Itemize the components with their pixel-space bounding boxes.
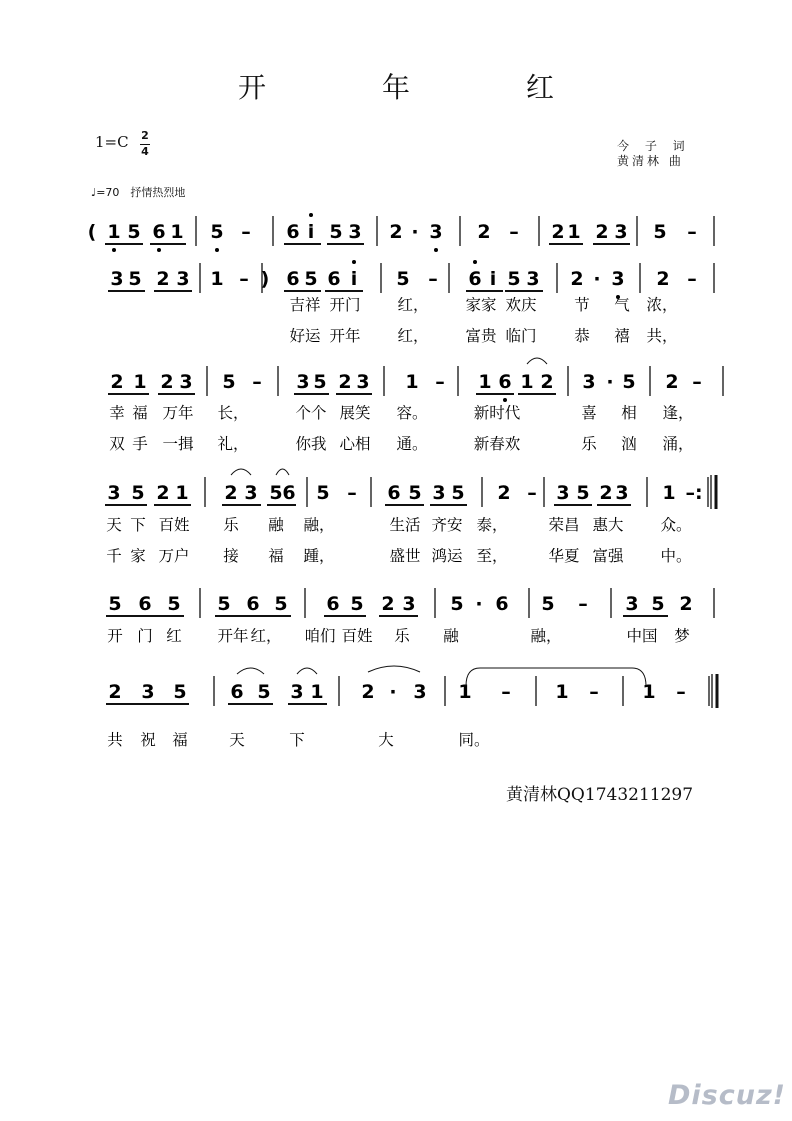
note: – (435, 371, 445, 393)
note: – (239, 268, 249, 290)
lyric-text: 家家 (465, 296, 497, 314)
octave-dot (309, 213, 313, 217)
lyric-text: 同。 (458, 731, 490, 749)
lyric-text: 天 (229, 731, 245, 749)
note: – (428, 268, 438, 290)
note: 1 (567, 221, 581, 243)
note: 3 (290, 681, 304, 703)
lyric-text: 一揖 (162, 435, 194, 453)
lyric-text: 开年 (329, 327, 361, 345)
note: – (589, 681, 599, 703)
lyric-text: 开 (107, 627, 123, 645)
lyric-text: 万户 (158, 547, 190, 565)
note: 2 (570, 268, 584, 290)
note: – (347, 482, 357, 504)
note: 6 (246, 593, 260, 615)
lyric-text: 手 (132, 435, 148, 453)
lyric-text: 至， (476, 547, 508, 565)
key-signature: 1=C (95, 133, 129, 151)
lyric-text: 千 (106, 547, 122, 565)
note: –: (685, 482, 703, 504)
lyric-text: 浓， (646, 296, 678, 314)
note: 1 (478, 371, 492, 393)
note: 3 (402, 593, 416, 615)
tempo-marking: ♩=70 抒情热烈地 (91, 186, 186, 199)
note: 1 (175, 482, 189, 504)
lyric-text: 恭 (574, 327, 590, 345)
note: – (692, 371, 702, 393)
note: 1 (210, 268, 224, 290)
note: 5 (127, 221, 141, 243)
note: 5 (408, 482, 422, 504)
slur-arc (297, 668, 317, 674)
lyric-text: 富贵 (465, 327, 497, 345)
slur-arc (527, 358, 547, 364)
note: 6 (286, 221, 300, 243)
note: – (527, 482, 537, 504)
note: i (307, 221, 315, 243)
note: i (350, 268, 358, 290)
note: 3 (356, 371, 370, 393)
note: 3 (296, 371, 310, 393)
note: 5 (108, 593, 122, 615)
paren-close: ) (260, 268, 270, 290)
lyric-text: 众。 (660, 516, 692, 534)
lyric-text: 梦 (674, 627, 690, 645)
note: 3 (526, 268, 540, 290)
note: 6 (387, 482, 401, 504)
note: – (501, 681, 511, 703)
time-signature-bottom: 4 (141, 145, 149, 158)
lyric-text: 鸿运 (431, 547, 463, 565)
note: 5 (622, 371, 636, 393)
note: 2 (540, 371, 554, 393)
lyric-text: 乐 (394, 627, 410, 645)
lyric-text: 幸 (109, 404, 125, 422)
lyric-text: 开年 (217, 627, 249, 645)
note: 1 (458, 681, 472, 703)
lyric-text: 节 (574, 296, 590, 314)
lyric-text: 通。 (396, 435, 428, 453)
lyric-text: 福 (132, 404, 148, 422)
note: 2 (599, 482, 613, 504)
lyric-text: 新时代 (473, 404, 521, 422)
lyric-text: 红 (166, 627, 182, 645)
note: 5 (210, 221, 224, 243)
octave-dot (434, 248, 438, 252)
lyric-text: 心相 (339, 435, 371, 453)
note: – (241, 221, 251, 243)
note: · (606, 371, 614, 393)
note: 1 (555, 681, 569, 703)
lyric-text: 荣昌 (548, 516, 580, 534)
note: 3 (413, 681, 427, 703)
arranger-contact: 黄清林QQ1743211297 (506, 785, 694, 805)
lyric-text: 天 (106, 516, 122, 534)
lyric-text: 好运 (289, 327, 321, 345)
slur-arc (276, 469, 289, 475)
note: 2 (156, 482, 170, 504)
note: 5 (131, 482, 145, 504)
note: 1 (107, 221, 121, 243)
lyric-text: 涌， (662, 435, 694, 453)
lyric-text: 融 (443, 627, 459, 645)
note: 1 (520, 371, 534, 393)
note: 6 (230, 681, 244, 703)
lyric-text: 红， (397, 296, 429, 314)
note: 1 (310, 681, 324, 703)
note: – (578, 593, 588, 615)
note: 5 (128, 268, 142, 290)
note: – (252, 371, 262, 393)
lyric-text: 红， (250, 627, 282, 645)
note: 3 (582, 371, 596, 393)
lyric-text: 富强 (592, 547, 624, 565)
lyric-text: 喜 (581, 404, 597, 422)
note: 5 (173, 681, 187, 703)
note: 5 (269, 482, 283, 504)
note: 1 (170, 221, 184, 243)
slur-arc (237, 668, 264, 674)
note: 3 (625, 593, 639, 615)
note: – (687, 221, 697, 243)
note: 5 (257, 681, 271, 703)
octave-dot (112, 248, 116, 252)
note: 5 (651, 593, 665, 615)
lyric-text: 禧 (614, 327, 630, 345)
lyric-text: 华夏 (548, 547, 580, 565)
lyric-text: 门 (137, 627, 153, 645)
note: 5 (316, 482, 330, 504)
score-marks (88, 213, 723, 749)
note: 3 (611, 268, 625, 290)
note: 3 (432, 482, 446, 504)
lyric-text: 你我 (295, 435, 327, 453)
note: 5 (167, 593, 181, 615)
lyric-text: 吉祥 (289, 296, 321, 314)
note: 2 (338, 371, 352, 393)
lyric-text: 接 (223, 547, 239, 565)
note: i (489, 268, 497, 290)
note: 5 (222, 371, 236, 393)
note: 3 (176, 268, 190, 290)
note: 2 (679, 593, 693, 615)
note: 5 (313, 371, 327, 393)
note: 5 (450, 593, 464, 615)
note: – (676, 681, 686, 703)
note: 5 (329, 221, 343, 243)
time-signature-top: 2 (141, 129, 149, 142)
lyric-text: 万年 (162, 404, 194, 422)
lyric-text: 共， (646, 327, 678, 345)
lyric-text: 福 (268, 547, 284, 565)
note: 6 (327, 268, 341, 290)
note: 2 (551, 221, 565, 243)
lyric-text: 临门 (505, 327, 537, 345)
lyric-text: 融 (268, 516, 284, 534)
note: 1 (662, 482, 676, 504)
octave-dot (473, 260, 477, 264)
octave-dot (503, 398, 507, 402)
lyric-text: 相 (621, 404, 637, 422)
note: · (411, 221, 419, 243)
lyric-text: 乐 (223, 516, 239, 534)
note: 2 (224, 482, 238, 504)
lyric-text: 福 (172, 731, 188, 749)
song-title: 开 年 红 (237, 71, 598, 104)
note: 3 (107, 482, 121, 504)
lyric-text: 大 (378, 731, 394, 749)
lyric-text: 融， (530, 627, 562, 645)
lyric-text: 百姓 (341, 627, 373, 645)
note: 5 (576, 482, 590, 504)
lyric-text: 踵， (303, 547, 335, 565)
octave-dot (352, 260, 356, 264)
note: 3 (141, 681, 155, 703)
note: 3 (110, 268, 124, 290)
octave-dot (157, 248, 161, 252)
note: 2 (381, 593, 395, 615)
note: 6 (282, 482, 296, 504)
lyric-text: 红， (397, 327, 429, 345)
note: 6 (152, 221, 166, 243)
note: 5 (653, 221, 667, 243)
composer-credit: 黄清林 曲 (617, 154, 684, 168)
watermark-logo: Discuz! (668, 1080, 786, 1111)
note: 2 (665, 371, 679, 393)
note: 1 (405, 371, 419, 393)
lyric-text: 容。 (396, 404, 428, 422)
lyric-text: 生活 (389, 516, 421, 534)
lyric-text: 展笑 (339, 404, 371, 422)
note: 6 (138, 593, 152, 615)
note: 6 (326, 593, 340, 615)
lyric-text: 家 (130, 547, 146, 565)
note: 5 (541, 593, 555, 615)
slur-arc (368, 666, 420, 672)
note: 2 (110, 371, 124, 393)
note: – (509, 221, 519, 243)
note: 6 (468, 268, 482, 290)
octave-dot (215, 248, 219, 252)
note: 2 (361, 681, 375, 703)
note: · (475, 593, 483, 615)
lyric-text: 中。 (660, 547, 692, 565)
lyric-text: 祝 (140, 731, 156, 749)
lyric-text: 气 (614, 296, 630, 314)
lyric-text: 百姓 (158, 516, 190, 534)
note: 5 (350, 593, 364, 615)
note: 3 (179, 371, 193, 393)
note: 5 (304, 268, 318, 290)
lyric-text: 欢庆 (505, 296, 537, 314)
note: 3 (348, 221, 362, 243)
lyric-text: 共 (107, 731, 123, 749)
note: 3 (244, 482, 258, 504)
note: 1 (642, 681, 656, 703)
lyric-text: 礼， (217, 435, 249, 453)
lyricist-credit: 今 子 词 (617, 139, 691, 153)
lyric-text: 惠大 (592, 516, 624, 534)
note: 2 (389, 221, 403, 243)
note: 1 (133, 371, 147, 393)
note: 2 (108, 681, 122, 703)
note: 5 (396, 268, 410, 290)
lyric-text: 个个 (295, 404, 327, 422)
note: 5 (507, 268, 521, 290)
note: 2 (477, 221, 491, 243)
lyric-text: 中国 (626, 627, 658, 645)
lyric-text: 齐安 (431, 516, 463, 534)
note: 2 (656, 268, 670, 290)
note: 6 (495, 593, 509, 615)
lyric-text: 盛世 (389, 547, 421, 565)
paren-open: ( (87, 221, 97, 243)
note: 5 (274, 593, 288, 615)
lyric-text: 下 (130, 516, 146, 534)
lyric-text: 双 (109, 435, 125, 453)
note: 6 (286, 268, 300, 290)
note: 3 (556, 482, 570, 504)
note: 3 (615, 482, 629, 504)
lyric-text: 咱们 (304, 627, 336, 645)
note: · (389, 681, 397, 703)
lyric-text: 泰， (476, 516, 508, 534)
lyric-text: 新春欢 (473, 435, 521, 453)
note: – (687, 268, 697, 290)
lyric-text: 开门 (329, 296, 361, 314)
lyric-text: 下 (289, 731, 305, 749)
note: 5 (217, 593, 231, 615)
lyric-text: 融， (303, 516, 335, 534)
slur-arc (231, 469, 251, 475)
lyric-text: 汹 (621, 435, 637, 453)
note: 2 (156, 268, 170, 290)
note: 2 (595, 221, 609, 243)
note: 6 (498, 371, 512, 393)
note: 2 (160, 371, 174, 393)
note: · (593, 268, 601, 290)
note: 5 (451, 482, 465, 504)
note: 2 (497, 482, 511, 504)
lyric-text: 逢， (662, 404, 694, 422)
lyric-text: 乐 (581, 435, 597, 453)
note: 3 (614, 221, 628, 243)
note: 3 (429, 221, 443, 243)
lyric-text: 长， (217, 404, 249, 422)
